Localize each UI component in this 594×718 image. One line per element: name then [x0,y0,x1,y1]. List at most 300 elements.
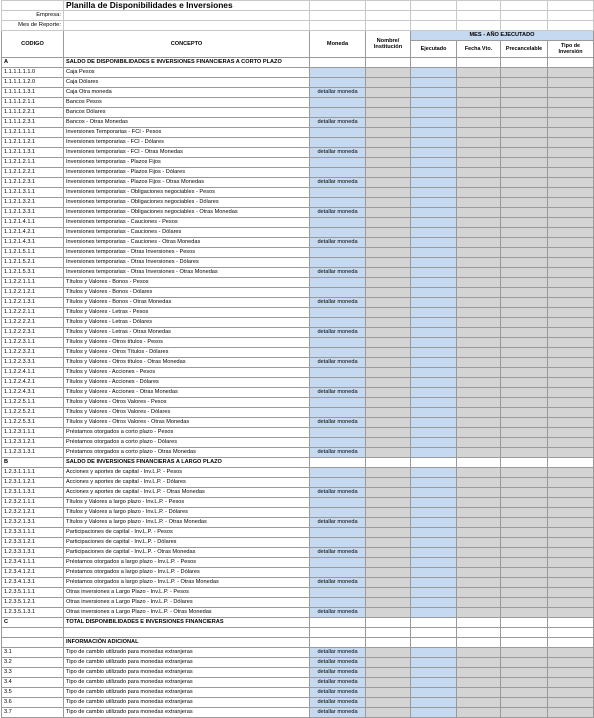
fecha-vto-cell[interactable] [457,268,501,278]
nombre-institucion-cell[interactable] [366,658,411,668]
tipo-inversion-cell[interactable] [548,138,594,148]
nombre-institucion-cell[interactable] [366,688,411,698]
ejecutado-cell[interactable] [411,698,457,708]
precancelable-cell[interactable] [501,608,548,618]
ejecutado-cell[interactable] [411,498,457,508]
tipo-inversion-cell[interactable] [548,108,594,118]
nombre-institucion-cell[interactable] [366,448,411,458]
precancelable-cell[interactable] [501,538,548,548]
nombre-institucion-cell[interactable] [366,468,411,478]
fecha-vto-cell[interactable] [457,218,501,228]
precancelable-cell[interactable] [501,158,548,168]
moneda-cell[interactable]: detallar moneda [310,708,366,718]
moneda-cell[interactable]: detallar moneda [310,678,366,688]
precancelable-cell[interactable] [501,678,548,688]
fecha-vto-cell[interactable] [457,158,501,168]
tipo-inversion-cell[interactable] [548,198,594,208]
nombre-institucion-cell[interactable] [366,418,411,428]
fecha-vto-cell[interactable] [457,358,501,368]
precancelable-cell[interactable] [501,478,548,488]
fecha-vto-cell[interactable] [457,248,501,258]
tipo-inversion-cell[interactable] [548,608,594,618]
fecha-vto-cell[interactable] [457,528,501,538]
nombre-institucion-cell[interactable] [366,608,411,618]
ejecutado-cell[interactable] [411,438,457,448]
nombre-institucion-cell[interactable] [366,518,411,528]
moneda-cell[interactable]: detallar moneda [310,518,366,528]
fecha-vto-cell[interactable] [457,658,501,668]
nombre-institucion-cell[interactable] [366,238,411,248]
precancelable-cell[interactable] [501,648,548,658]
tipo-inversion-cell[interactable] [548,68,594,78]
tipo-inversion-cell[interactable] [548,348,594,358]
tipo-inversion-cell[interactable] [548,258,594,268]
precancelable-cell[interactable] [501,488,548,498]
precancelable-cell[interactable] [501,248,548,258]
moneda-cell[interactable] [310,68,366,78]
nombre-institucion-cell[interactable] [366,558,411,568]
moneda-cell[interactable]: detallar moneda [310,688,366,698]
nombre-institucion-cell[interactable] [366,268,411,278]
tipo-inversion-cell[interactable] [548,218,594,228]
fecha-vto-cell[interactable] [457,598,501,608]
moneda-cell[interactable] [310,508,366,518]
tipo-inversion-cell[interactable] [548,88,594,98]
tipo-inversion-cell[interactable] [548,298,594,308]
fecha-vto-cell[interactable] [457,338,501,348]
fecha-vto-cell[interactable] [457,708,501,718]
nombre-institucion-cell[interactable] [366,108,411,118]
precancelable-cell[interactable] [501,498,548,508]
tipo-inversion-cell[interactable] [548,658,594,668]
moneda-cell[interactable] [310,288,366,298]
fecha-vto-cell[interactable] [457,318,501,328]
moneda-cell[interactable]: detallar moneda [310,298,366,308]
precancelable-cell[interactable] [501,358,548,368]
ejecutado-cell[interactable] [411,268,457,278]
ejecutado-cell[interactable] [411,598,457,608]
nombre-institucion-cell[interactable] [366,398,411,408]
moneda-cell[interactable]: detallar moneda [310,448,366,458]
tipo-inversion-cell[interactable] [548,488,594,498]
tipo-inversion-cell[interactable] [548,308,594,318]
fecha-vto-cell[interactable] [457,258,501,268]
nombre-institucion-cell[interactable] [366,328,411,338]
tipo-inversion-cell[interactable] [548,98,594,108]
moneda-cell[interactable]: detallar moneda [310,668,366,678]
fecha-vto-cell[interactable] [457,378,501,388]
precancelable-cell[interactable] [501,238,548,248]
nombre-institucion-cell[interactable] [366,228,411,238]
nombre-institucion-cell[interactable] [366,218,411,228]
ejecutado-cell[interactable] [411,688,457,698]
moneda-cell[interactable]: detallar moneda [310,178,366,188]
ejecutado-cell[interactable] [411,248,457,258]
moneda-cell[interactable]: detallar moneda [310,118,366,128]
tipo-inversion-cell[interactable] [548,708,594,718]
tipo-inversion-cell[interactable] [548,528,594,538]
moneda-cell[interactable] [310,468,366,478]
ejecutado-cell[interactable] [411,378,457,388]
precancelable-cell[interactable] [501,138,548,148]
moneda-cell[interactable]: detallar moneda [310,238,366,248]
ejecutado-cell[interactable] [411,388,457,398]
tipo-inversion-cell[interactable] [548,378,594,388]
tipo-inversion-cell[interactable] [548,268,594,278]
moneda-cell[interactable] [310,138,366,148]
precancelable-cell[interactable] [501,428,548,438]
fecha-vto-cell[interactable] [457,508,501,518]
ejecutado-cell[interactable] [411,418,457,428]
tipo-inversion-cell[interactable] [548,328,594,338]
moneda-cell[interactable]: detallar moneda [310,648,366,658]
precancelable-cell[interactable] [501,588,548,598]
precancelable-cell[interactable] [501,518,548,528]
tipo-inversion-cell[interactable] [548,548,594,558]
ejecutado-cell[interactable] [411,328,457,338]
fecha-vto-cell[interactable] [457,608,501,618]
precancelable-cell[interactable] [501,368,548,378]
fecha-vto-cell[interactable] [457,328,501,338]
ejecutado-cell[interactable] [411,478,457,488]
fecha-vto-cell[interactable] [457,548,501,558]
tipo-inversion-cell[interactable] [548,448,594,458]
ejecutado-cell[interactable] [411,608,457,618]
precancelable-cell[interactable] [501,398,548,408]
nombre-institucion-cell[interactable] [366,348,411,358]
fecha-vto-cell[interactable] [457,78,501,88]
tipo-inversion-cell[interactable] [548,248,594,258]
nombre-institucion-cell[interactable] [366,498,411,508]
ejecutado-cell[interactable] [411,198,457,208]
ejecutado-cell[interactable] [411,108,457,118]
fecha-vto-cell[interactable] [457,298,501,308]
moneda-cell[interactable] [310,588,366,598]
ejecutado-cell[interactable] [411,408,457,418]
nombre-institucion-cell[interactable] [366,168,411,178]
mes-reporte-field[interactable] [64,21,310,31]
precancelable-cell[interactable] [501,278,548,288]
precancelable-cell[interactable] [501,338,548,348]
moneda-cell[interactable]: detallar moneda [310,418,366,428]
moneda-cell[interactable] [310,248,366,258]
precancelable-cell[interactable] [501,348,548,358]
tipo-inversion-cell[interactable] [548,188,594,198]
precancelable-cell[interactable] [501,508,548,518]
precancelable-cell[interactable] [501,688,548,698]
tipo-inversion-cell[interactable] [548,588,594,598]
tipo-inversion-cell[interactable] [548,518,594,528]
tipo-inversion-cell[interactable] [548,568,594,578]
tipo-inversion-cell[interactable] [548,698,594,708]
fecha-vto-cell[interactable] [457,128,501,138]
tipo-inversion-cell[interactable] [548,148,594,158]
ejecutado-cell[interactable] [411,158,457,168]
precancelable-cell[interactable] [501,108,548,118]
precancelable-cell[interactable] [501,378,548,388]
tipo-inversion-cell[interactable] [548,558,594,568]
moneda-cell[interactable] [310,538,366,548]
moneda-cell[interactable] [310,598,366,608]
nombre-institucion-cell[interactable] [366,438,411,448]
ejecutado-cell[interactable] [411,648,457,658]
nombre-institucion-cell[interactable] [366,118,411,128]
nombre-institucion-cell[interactable] [366,368,411,378]
tipo-inversion-cell[interactable] [548,578,594,588]
moneda-cell[interactable]: detallar moneda [310,328,366,338]
tipo-inversion-cell[interactable] [548,338,594,348]
moneda-cell[interactable] [310,158,366,168]
precancelable-cell[interactable] [501,548,548,558]
tipo-inversion-cell[interactable] [548,498,594,508]
moneda-cell[interactable] [310,428,366,438]
moneda-cell[interactable]: detallar moneda [310,268,366,278]
fecha-vto-cell[interactable] [457,448,501,458]
moneda-cell[interactable] [310,438,366,448]
precancelable-cell[interactable] [501,438,548,448]
ejecutado-cell[interactable] [411,318,457,328]
ejecutado-cell[interactable] [411,518,457,528]
moneda-cell[interactable] [310,198,366,208]
tipo-inversion-cell[interactable] [548,398,594,408]
fecha-vto-cell[interactable] [457,278,501,288]
nombre-institucion-cell[interactable] [366,678,411,688]
tipo-inversion-cell[interactable] [548,388,594,398]
moneda-cell[interactable] [310,188,366,198]
fecha-vto-cell[interactable] [457,118,501,128]
moneda-cell[interactable] [310,378,366,388]
nombre-institucion-cell[interactable] [366,388,411,398]
tipo-inversion-cell[interactable] [548,128,594,138]
ejecutado-cell[interactable] [411,258,457,268]
precancelable-cell[interactable] [501,308,548,318]
nombre-institucion-cell[interactable] [366,478,411,488]
nombre-institucion-cell[interactable] [366,318,411,328]
ejecutado-cell[interactable] [411,238,457,248]
fecha-vto-cell[interactable] [457,418,501,428]
precancelable-cell[interactable] [501,568,548,578]
moneda-cell[interactable]: detallar moneda [310,358,366,368]
fecha-vto-cell[interactable] [457,438,501,448]
tipo-inversion-cell[interactable] [548,478,594,488]
tipo-inversion-cell[interactable] [548,288,594,298]
ejecutado-cell[interactable] [411,148,457,158]
precancelable-cell[interactable] [501,118,548,128]
precancelable-cell[interactable] [501,558,548,568]
tipo-inversion-cell[interactable] [548,318,594,328]
nombre-institucion-cell[interactable] [366,148,411,158]
precancelable-cell[interactable] [501,148,548,158]
ejecutado-cell[interactable] [411,168,457,178]
ejecutado-cell[interactable] [411,308,457,318]
fecha-vto-cell[interactable] [457,428,501,438]
precancelable-cell[interactable] [501,408,548,418]
precancelable-cell[interactable] [501,208,548,218]
tipo-inversion-cell[interactable] [548,238,594,248]
nombre-institucion-cell[interactable] [366,88,411,98]
ejecutado-cell[interactable] [411,508,457,518]
fecha-vto-cell[interactable] [457,188,501,198]
nombre-institucion-cell[interactable] [366,248,411,258]
tipo-inversion-cell[interactable] [548,688,594,698]
precancelable-cell[interactable] [501,298,548,308]
fecha-vto-cell[interactable] [457,348,501,358]
ejecutado-cell[interactable] [411,98,457,108]
nombre-institucion-cell[interactable] [366,278,411,288]
ejecutado-cell[interactable] [411,88,457,98]
fecha-vto-cell[interactable] [457,368,501,378]
tipo-inversion-cell[interactable] [548,118,594,128]
ejecutado-cell[interactable] [411,558,457,568]
precancelable-cell[interactable] [501,288,548,298]
moneda-cell[interactable] [310,108,366,118]
fecha-vto-cell[interactable] [457,148,501,158]
moneda-cell[interactable] [310,348,366,358]
nombre-institucion-cell[interactable] [366,308,411,318]
moneda-cell[interactable] [310,408,366,418]
ejecutado-cell[interactable] [411,588,457,598]
fecha-vto-cell[interactable] [457,138,501,148]
moneda-cell[interactable]: detallar moneda [310,658,366,668]
tipo-inversion-cell[interactable] [548,228,594,238]
nombre-institucion-cell[interactable] [366,598,411,608]
nombre-institucion-cell[interactable] [366,568,411,578]
nombre-institucion-cell[interactable] [366,258,411,268]
precancelable-cell[interactable] [501,698,548,708]
tipo-inversion-cell[interactable] [548,168,594,178]
fecha-vto-cell[interactable] [457,678,501,688]
moneda-cell[interactable] [310,568,366,578]
precancelable-cell[interactable] [501,178,548,188]
ejecutado-cell[interactable] [411,668,457,678]
nombre-institucion-cell[interactable] [366,68,411,78]
ejecutado-cell[interactable] [411,178,457,188]
moneda-cell[interactable]: detallar moneda [310,208,366,218]
nombre-institucion-cell[interactable] [366,98,411,108]
moneda-cell[interactable] [310,128,366,138]
fecha-vto-cell[interactable] [457,518,501,528]
precancelable-cell[interactable] [501,88,548,98]
tipo-inversion-cell[interactable] [548,278,594,288]
nombre-institucion-cell[interactable] [366,538,411,548]
moneda-cell[interactable] [310,278,366,288]
nombre-institucion-cell[interactable] [366,198,411,208]
ejecutado-cell[interactable] [411,538,457,548]
tipo-inversion-cell[interactable] [548,668,594,678]
nombre-institucion-cell[interactable] [366,508,411,518]
precancelable-cell[interactable] [501,668,548,678]
moneda-cell[interactable] [310,338,366,348]
nombre-institucion-cell[interactable] [366,488,411,498]
tipo-inversion-cell[interactable] [548,408,594,418]
ejecutado-cell[interactable] [411,428,457,438]
ejecutado-cell[interactable] [411,298,457,308]
nombre-institucion-cell[interactable] [366,698,411,708]
moneda-cell[interactable]: detallar moneda [310,488,366,498]
tipo-inversion-cell[interactable] [548,428,594,438]
moneda-cell[interactable] [310,318,366,328]
ejecutado-cell[interactable] [411,348,457,358]
ejecutado-cell[interactable] [411,188,457,198]
moneda-cell[interactable] [310,258,366,268]
moneda-cell[interactable]: detallar moneda [310,88,366,98]
fecha-vto-cell[interactable] [457,498,501,508]
moneda-cell[interactable] [310,308,366,318]
tipo-inversion-cell[interactable] [548,418,594,428]
nombre-institucion-cell[interactable] [366,288,411,298]
moneda-cell[interactable]: detallar moneda [310,388,366,398]
fecha-vto-cell[interactable] [457,538,501,548]
precancelable-cell[interactable] [501,98,548,108]
fecha-vto-cell[interactable] [457,88,501,98]
nombre-institucion-cell[interactable] [366,208,411,218]
tipo-inversion-cell[interactable] [548,508,594,518]
ejecutado-cell[interactable] [411,228,457,238]
ejecutado-cell[interactable] [411,68,457,78]
ejecutado-cell[interactable] [411,288,457,298]
tipo-inversion-cell[interactable] [548,158,594,168]
ejecutado-cell[interactable] [411,548,457,558]
precancelable-cell[interactable] [501,578,548,588]
precancelable-cell[interactable] [501,168,548,178]
tipo-inversion-cell[interactable] [548,78,594,88]
ejecutado-cell[interactable] [411,488,457,498]
fecha-vto-cell[interactable] [457,178,501,188]
ejecutado-cell[interactable] [411,358,457,368]
ejecutado-cell[interactable] [411,338,457,348]
moneda-cell[interactable]: detallar moneda [310,698,366,708]
nombre-institucion-cell[interactable] [366,708,411,718]
nombre-institucion-cell[interactable] [366,158,411,168]
precancelable-cell[interactable] [501,228,548,238]
precancelable-cell[interactable] [501,598,548,608]
precancelable-cell[interactable] [501,218,548,228]
ejecutado-cell[interactable] [411,118,457,128]
precancelable-cell[interactable] [501,528,548,538]
fecha-vto-cell[interactable] [457,208,501,218]
ejecutado-cell[interactable] [411,678,457,688]
tipo-inversion-cell[interactable] [548,648,594,658]
fecha-vto-cell[interactable] [457,68,501,78]
fecha-vto-cell[interactable] [457,488,501,498]
nombre-institucion-cell[interactable] [366,588,411,598]
ejecutado-cell[interactable] [411,578,457,588]
fecha-vto-cell[interactable] [457,578,501,588]
fecha-vto-cell[interactable] [457,698,501,708]
moneda-cell[interactable] [310,228,366,238]
nombre-institucion-cell[interactable] [366,428,411,438]
nombre-institucion-cell[interactable] [366,138,411,148]
nombre-institucion-cell[interactable] [366,528,411,538]
ejecutado-cell[interactable] [411,468,457,478]
precancelable-cell[interactable] [501,198,548,208]
tipo-inversion-cell[interactable] [548,438,594,448]
empresa-field[interactable] [64,11,310,21]
precancelable-cell[interactable] [501,68,548,78]
fecha-vto-cell[interactable] [457,408,501,418]
tipo-inversion-cell[interactable] [548,468,594,478]
fecha-vto-cell[interactable] [457,98,501,108]
moneda-cell[interactable]: detallar moneda [310,608,366,618]
fecha-vto-cell[interactable] [457,398,501,408]
fecha-vto-cell[interactable] [457,308,501,318]
precancelable-cell[interactable] [501,468,548,478]
precancelable-cell[interactable] [501,258,548,268]
ejecutado-cell[interactable] [411,138,457,148]
precancelable-cell[interactable] [501,328,548,338]
nombre-institucion-cell[interactable] [366,338,411,348]
precancelable-cell[interactable] [501,418,548,428]
